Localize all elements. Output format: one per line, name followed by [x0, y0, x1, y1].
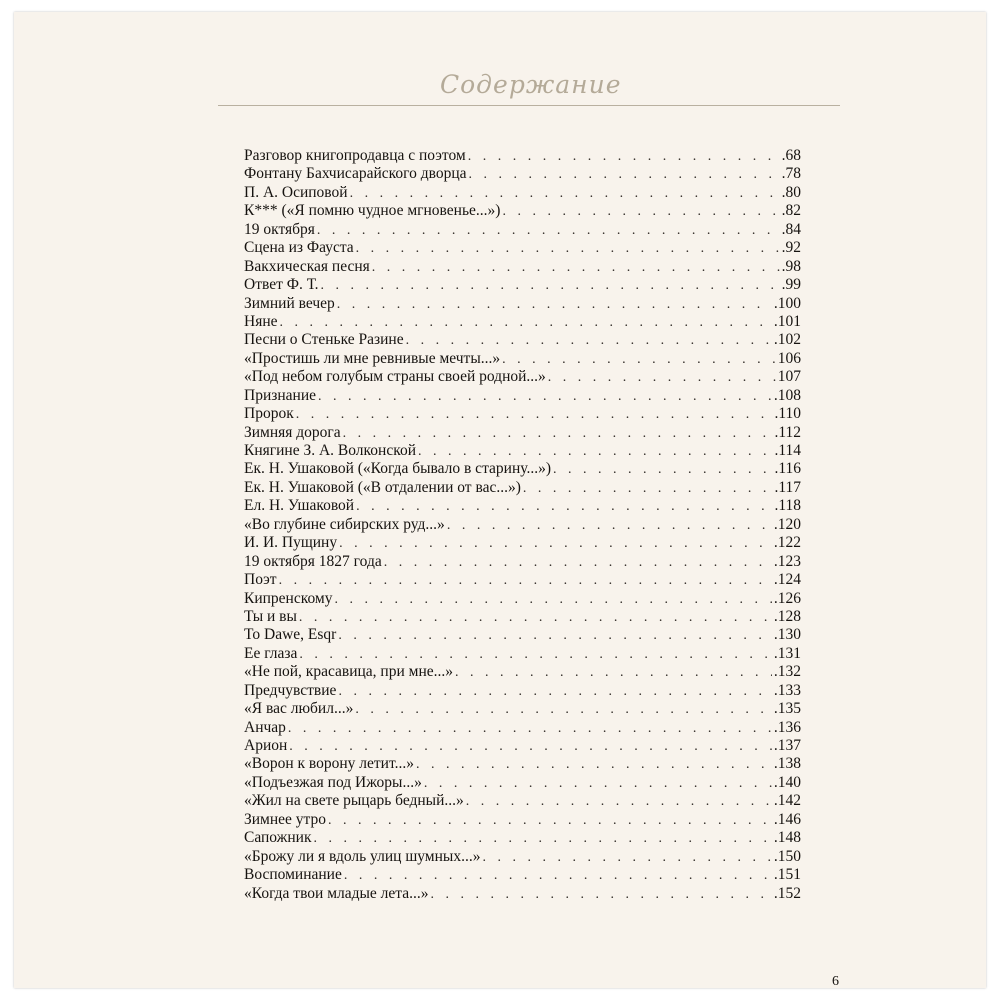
dot-leader — [335, 591, 772, 609]
toc-entry — [244, 387, 801, 405]
toc-entry-title: «Во глубине сибирских руд...» — [244, 515, 445, 533]
toc-entry-page: .110 — [774, 405, 801, 423]
toc-entry-title: «Ворон к ворону летит...» — [244, 755, 414, 773]
toc-entry-title: Сапожник — [244, 829, 312, 847]
toc-entry — [244, 645, 801, 663]
toc-entry-page: .118 — [774, 497, 801, 515]
toc-entry-title: Зимнее утро — [244, 810, 327, 828]
toc-entry-page: .131 — [773, 644, 801, 662]
toc-entry — [244, 368, 801, 386]
toc-entry — [244, 405, 801, 423]
toc-entry-page: .148 — [773, 829, 801, 847]
toc-entry-title: Сцена из Фауста — [244, 239, 354, 257]
toc-entry-page: .98 — [781, 257, 801, 275]
toc-entry — [244, 202, 801, 220]
toc-entry-page: .78 — [781, 165, 801, 183]
toc-entry — [244, 184, 801, 202]
toc-entry-page: .150 — [773, 847, 801, 865]
toc-entry — [244, 663, 801, 681]
toc-entry-title: «Простишь ли мне ревнивые мечты...» — [244, 349, 501, 367]
dot-leader — [416, 756, 772, 774]
toc-entry-page: .138 — [773, 755, 801, 773]
dot-leader — [296, 406, 773, 424]
toc-entry — [244, 239, 801, 257]
toc-entry-title: Зимний вечер — [244, 294, 335, 312]
toc-entry — [244, 866, 801, 884]
toc-entry-page: .126 — [773, 589, 801, 607]
dot-leader — [343, 425, 773, 443]
toc-entry-title: Княгине З. А. Волконской — [244, 442, 416, 459]
toc-entry-page: .140 — [773, 773, 801, 791]
toc-entry — [244, 774, 801, 792]
dot-leader — [288, 720, 772, 738]
toc-entry — [244, 460, 801, 478]
dot-leader — [447, 517, 772, 535]
toc-entry — [244, 755, 801, 773]
dot-leader — [553, 461, 772, 479]
toc-entry — [244, 350, 801, 368]
dot-leader — [317, 222, 780, 240]
toc-entry — [244, 571, 801, 589]
toc-entry-page: .152 — [773, 884, 801, 902]
toc-entry-page: .82 — [781, 202, 801, 220]
toc-entry — [244, 442, 801, 460]
toc-entry-title: «Под небом голубым страны своей родной...» — [244, 368, 546, 386]
dot-leader — [280, 314, 772, 332]
toc-entry-page: .112 — [774, 423, 801, 441]
toc-entry-title: Песни о Стеньке Разине — [244, 331, 404, 349]
toc-entry — [244, 719, 801, 737]
toc-entry-page: .142 — [773, 792, 801, 810]
toc-entry-title: «Брожу ли я вдоль улиц шумных...» — [244, 847, 481, 865]
toc-entry-title: П. А. Осиповой — [244, 183, 348, 201]
toc-entry-title: Фонтану Бахчисарайского дворца — [244, 165, 467, 183]
toc-entry-page: .136 — [773, 718, 801, 736]
book-page — [14, 12, 986, 988]
toc-entry-title: Ек. Н. Ушаковой («В отдалении от вас...») — [244, 478, 521, 496]
dot-leader — [328, 812, 772, 830]
dot-leader — [406, 332, 772, 350]
toc-entry — [244, 313, 801, 331]
toc-entry — [244, 295, 801, 313]
toc-entry-page: .117 — [774, 478, 801, 496]
toc-entry-title: Предчувствие — [244, 681, 337, 699]
toc-entry-title: Анчар — [244, 718, 286, 736]
dot-leader — [355, 701, 772, 719]
toc-entry-title: Разговор книгопродавца с поэтом — [244, 147, 466, 164]
dot-leader — [469, 166, 780, 184]
toc-entry-page: .68 — [781, 147, 801, 164]
toc-entry — [244, 424, 801, 442]
toc-entry-page: .120 — [773, 515, 801, 533]
toc-entry-page: .102 — [773, 331, 801, 349]
toc-entry-title: К*** («Я помню чудное мгновенье...») — [244, 202, 501, 220]
toc-entry-title: И. И. Пущину — [244, 534, 338, 552]
toc-entry-title: Кипренскому — [244, 589, 333, 607]
toc-entry-page: .101 — [773, 312, 801, 330]
dot-leader — [502, 351, 776, 369]
toc-entry-page: .116 — [774, 460, 801, 478]
toc-entry-title: Поэт — [244, 571, 277, 589]
toc-entry-title: To Dawe, Esqr — [244, 626, 337, 644]
toc-entry — [244, 608, 801, 626]
dot-leader — [548, 369, 776, 387]
toc-entry-page: .80 — [781, 183, 801, 201]
dot-leader — [299, 646, 771, 664]
toc-entry-page: .132 — [773, 663, 801, 681]
table-of-contents — [244, 147, 801, 903]
dot-leader — [339, 535, 772, 553]
dot-leader — [344, 867, 772, 885]
dot-leader — [418, 443, 772, 461]
toc-entry-page: .124 — [773, 571, 801, 589]
toc-entry-page: .135 — [773, 700, 801, 718]
dot-leader — [321, 277, 780, 295]
toc-entry-title: Ты и вы — [244, 607, 297, 625]
toc-entry — [244, 258, 801, 276]
toc-entry-page: .123 — [773, 552, 801, 570]
toc-entry-page: .99 — [781, 276, 801, 294]
toc-entry-title: Ел. Н. Ушаковой — [244, 497, 355, 515]
toc-entry-page: .108 — [773, 386, 801, 404]
page-number: 6 — [832, 974, 839, 989]
toc-entry-title: Признание — [244, 386, 317, 404]
heading-divider — [218, 105, 840, 106]
toc-entry — [244, 276, 801, 294]
dot-leader — [468, 148, 780, 166]
toc-entry-title: Зимняя дорога — [244, 423, 341, 441]
toc-entry-page: 106 — [777, 349, 801, 367]
toc-entry-title: Ее глаза — [244, 644, 298, 662]
toc-entry — [244, 792, 801, 810]
toc-entry-title: 19 октября — [244, 220, 315, 238]
dot-leader — [289, 738, 772, 756]
toc-entry-title: Пророк — [244, 405, 294, 423]
toc-entry — [244, 885, 801, 903]
toc-entry-page: .92 — [781, 239, 801, 257]
dot-leader — [424, 775, 772, 793]
toc-entry — [244, 147, 801, 165]
toc-entry-title: Ответ Ф. Т. — [244, 276, 319, 294]
toc-entry-title: Воспоминание — [244, 866, 342, 884]
toc-entry-page: .146 — [773, 810, 801, 828]
dot-leader — [299, 609, 772, 627]
dot-leader — [338, 627, 772, 645]
toc-entry-title: Няне — [244, 312, 278, 330]
dot-leader — [372, 259, 780, 277]
toc-entry-page: .133 — [773, 681, 801, 699]
toc-entry — [244, 221, 801, 239]
toc-entry-page: .100 — [773, 294, 801, 312]
toc-entry — [244, 534, 801, 552]
toc-entry-title: «Не пой, красавица, при мне...» — [244, 663, 454, 681]
toc-entry — [244, 590, 801, 608]
dot-leader — [314, 830, 772, 848]
toc-entry — [244, 516, 801, 534]
dot-leader — [431, 886, 772, 904]
toc-entry-page: .84 — [781, 220, 801, 238]
toc-entry-title: Вакхическая песня — [244, 257, 370, 275]
dot-leader — [350, 185, 780, 203]
toc-entry-title: Ек. Н. Ушаковой («Когда бывало в старину...») — [244, 460, 551, 478]
toc-entry-page: .114 — [774, 442, 801, 459]
dot-leader — [502, 203, 779, 221]
toc-entry-page: .130 — [773, 626, 801, 644]
dot-leader — [466, 793, 772, 811]
toc-entry — [244, 553, 801, 571]
toc-entry-page: .128 — [773, 607, 801, 625]
dot-leader — [455, 664, 772, 682]
toc-entry — [244, 811, 801, 829]
contents-heading: Содержание — [440, 70, 622, 99]
toc-entry-title: «Когда твои младые лета...» — [244, 884, 429, 902]
dot-leader — [384, 554, 772, 572]
toc-entry-title: «Жил на свете рыцарь бедный...» — [244, 792, 464, 810]
toc-entry — [244, 626, 801, 644]
toc-entry — [244, 829, 801, 847]
toc-entry-title: Арион — [244, 737, 288, 754]
toc-entry — [244, 682, 801, 700]
dot-leader — [338, 683, 771, 701]
dot-leader — [356, 498, 772, 516]
toc-entry — [244, 848, 801, 866]
toc-entry-title: «Подъезжая под Ижоры...» — [244, 773, 422, 791]
toc-entry-page: 107 — [777, 368, 801, 386]
dot-leader — [279, 572, 772, 590]
toc-entry — [244, 165, 801, 183]
toc-entry — [244, 497, 801, 515]
toc-entry-page: .137 — [773, 737, 801, 754]
toc-entry-title: «Я вас любил...» — [244, 700, 354, 718]
toc-entry-page: .122 — [773, 534, 801, 552]
dot-leader — [337, 296, 772, 314]
toc-entry — [244, 737, 801, 755]
toc-entry-title: 19 октября 1827 года — [244, 552, 382, 570]
dot-leader — [356, 240, 780, 258]
toc-entry-page: .151 — [773, 866, 801, 884]
toc-entry — [244, 479, 801, 497]
dot-leader — [482, 849, 771, 867]
toc-entry — [244, 700, 801, 718]
dot-leader — [318, 388, 772, 406]
toc-entry — [244, 331, 801, 349]
dot-leader — [523, 480, 773, 498]
